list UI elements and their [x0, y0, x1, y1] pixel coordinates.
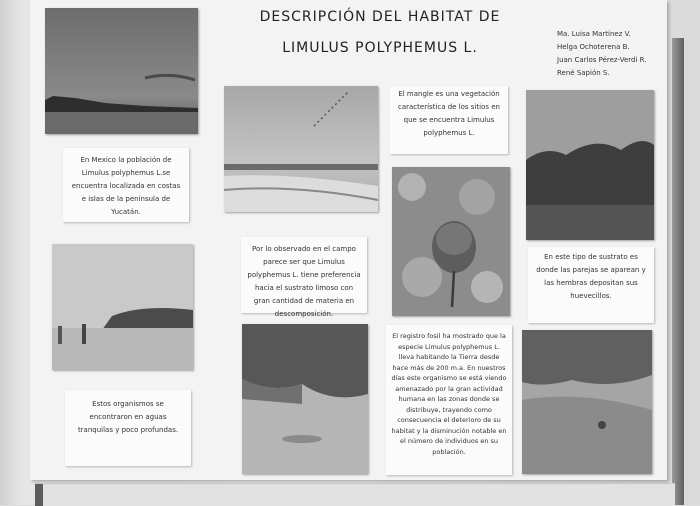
board-edge-bottom: [35, 483, 675, 506]
mangle-text-card: El mangle es una vegetación característica de los sitios en que se encuentra Limulus polyphemus L.: [390, 86, 508, 154]
population-text-card: En Mexico la población de Limulus polyphemus L.se encuentra localizada en costas e islas de la península de Yucatán.: [63, 148, 189, 222]
authors-list: [557, 28, 646, 80]
author-4: René Sapión S.: [557, 69, 610, 77]
vegetation-sand-photo: [242, 324, 368, 474]
muddy-substrate-photo: [522, 330, 652, 474]
poster-title-line1: DESCRIPCIÓN DEL HABITAT DE: [259, 9, 501, 25]
mangrove-photo: [526, 90, 654, 240]
coast-dusk-photo: [45, 8, 198, 134]
sustrato-text-card: Por lo observado en el campo parece ser que Limulus polyphemus L. tiene preferencia hacia el sustrato limoso con gran cantidad de materia en descomposición.: [241, 237, 367, 313]
author-1: Ma. Luisa Martínez V.: [557, 30, 631, 38]
author-2: Helga Ochoterena B.: [557, 43, 630, 51]
beach-shoreline-photo: [224, 86, 378, 212]
poster-board: [30, 0, 667, 480]
shallow-water-people-photo: [52, 244, 193, 370]
horseshoe-crab-photo: [392, 167, 510, 316]
fosil-text-card: El registro fosil ha mostrado que la especie Limulus polyphemus L. lleva habitando la Tierra desde hace más de 200 m.a. En nuestros días este organismo se está viendo amenazado por la gran actividad humana en las zonas donde se distribuye, trayendo como consecuencia el deterioro de su habitat y la disminución notable en el número de individuos en su población.: [386, 325, 512, 475]
board-edge-right: [672, 38, 684, 505]
tranquilas-text-card: Estos organismos se encontraron en aguas tranquilas y poco profundas.: [65, 390, 191, 466]
poster-title-line2: LIMULUS POLYPHEMUS L.: [282, 40, 478, 56]
parejas-text-card: En este tipo de sustrato es donde las parejas se aparean y las hembras depositan sus huevecillos.: [528, 247, 654, 323]
author-3: Juan Carlos Pérez-Verdi R.: [557, 56, 647, 64]
